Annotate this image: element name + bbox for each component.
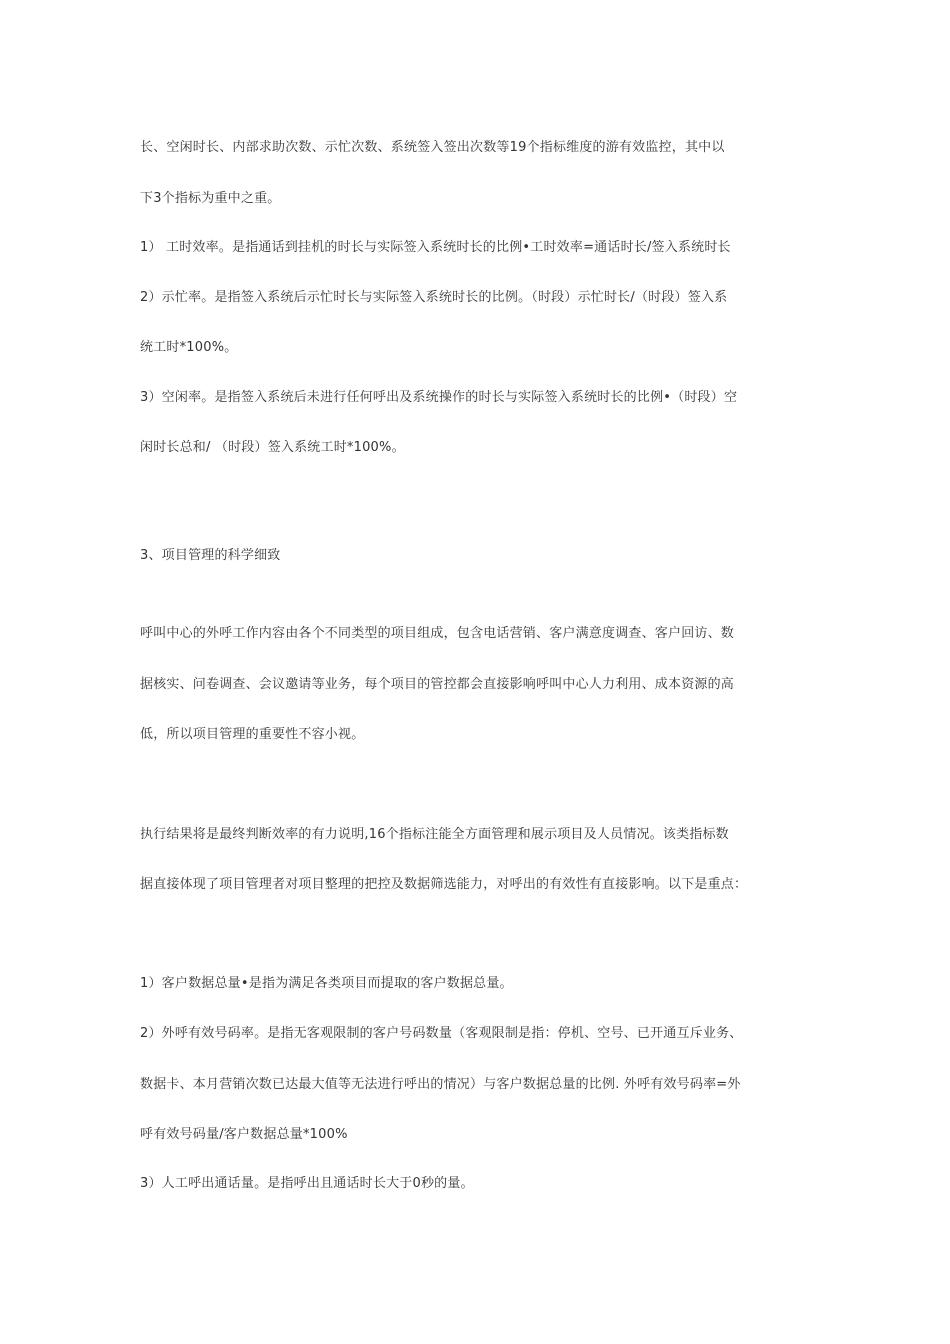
list-item: 1） 工时效率。是指通话到挂机的时长与实际签入系统时长的比例•工时效率=通话时长/签入系统时长 (140, 240, 731, 255)
text-line: 长、空闲时长、内部求助次数、示忙次数、系统签入签出次数等19个指标维度的游有效监控，其中以 (140, 140, 725, 155)
list-item: 1）客户数据总量•是指为满足各类项目而提取的客户数据总量。 (140, 976, 513, 991)
list-item: 3）人工呼出通话量。是指呼出且通话时长大于0秒的量。 (140, 1176, 474, 1191)
list-item: 3）空闲率。是指签入系统后未进行任何呼出及系统操作的时长与实际签入系统时长的比例•（时段）空 (140, 390, 738, 405)
text-line: 据直接体现了项目管理者对项目整理的把控及数据筛选能力，对呼出的有效性有直接影响。以下是重点： (140, 877, 748, 892)
text-line: 数据卡、本月营销次数已达最大值等无法进行呼出的情况）与客户数据总量的比例. 外呼有效号码率=外 (140, 1077, 741, 1092)
text-line: 执行结果将是最终判断效率的有力说明,16个指标注能全方面管理和展示项目及人员情况。该类指标数 (140, 827, 729, 842)
text-line: 统工时*100%。 (140, 340, 238, 355)
list-item: 2）示忙率。是指签入系统后示忙时长与实际签入系统时长的比例。（时段）示忙时长/（时段）签入系 (140, 290, 728, 305)
section-heading: 3、项目管理的科学细致 (140, 548, 281, 563)
text-line: 呼叫中心的外呼工作内容由各个不同类型的项目组成，包含电话营销、客户满意度调查、客户回访、数 (140, 626, 735, 641)
text-line: 闲时长总和/ （时段）签入系统工时*100%。 (140, 440, 405, 455)
text-line: 下3个指标为重中之重。 (140, 191, 281, 206)
list-item: 2）外呼有效号码率。是指无客观限制的客户号码数量（客观限制是指：停机、空号、已开通互斥业务、 (140, 1026, 743, 1041)
text-line: 据核实、问卷调查、会议邀请等业务，每个项目的管控都会直接影响呼叫中心人力利用、成本资源的高 (140, 677, 735, 692)
text-line: 低，所以项目管理的重要性不容小视。 (140, 727, 365, 742)
text-line: 呼有效号码量/客户数据总量*100% (140, 1127, 348, 1142)
